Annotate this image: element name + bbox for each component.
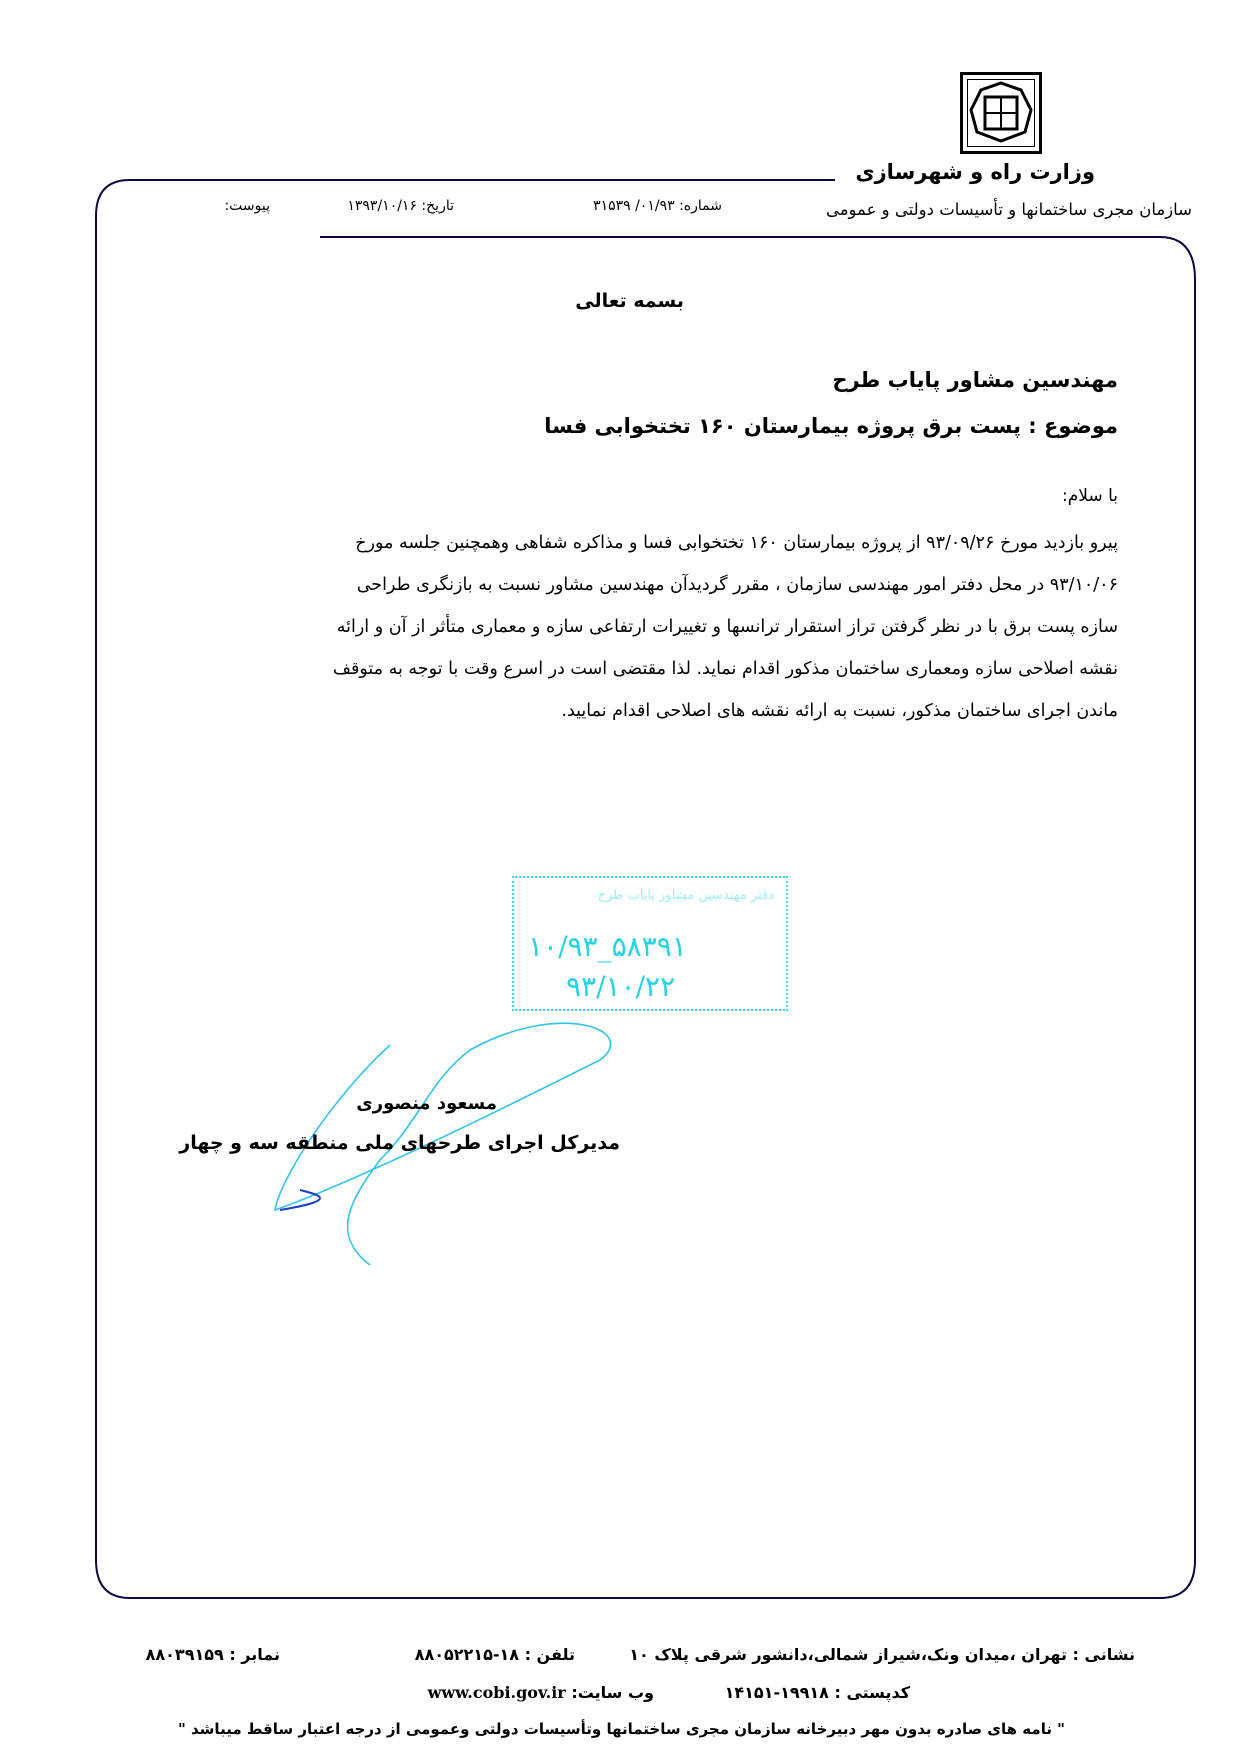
organization-name: سازمان مجری ساختمانها و تأسیسات دولتی و عمومی [825,200,1192,219]
invocation: بسمه تعالی [575,290,684,312]
recipient: مهندسین مشاور پایاب طرح [832,368,1118,392]
body-line: ۹۳/۱۰/۰۶ در محل دفتر امور مهندسی سازمان ، مقرر گردیدآن مهندسین مشاور نسبت به بازنگری طراحی [356,575,1118,595]
stamp-date: ۹۳/۱۰/۲۲ [566,970,676,1003]
footer-postal-code: کدپستی : ۱۹۹۱۸-۱۴۱۵۱ [724,1683,910,1702]
body-line: سازه پست برق با در نظر گرفتن تراز استقرار ترانسها و تغییرات ارتفاعی سازه و معماری متأثر از آن و ارائه [336,617,1118,637]
body-line: پیرو بازدید مورخ ۹۳/۰۹/۲۶ از پروژه بیمارستان ۱۶۰ تختخوابی فسا و مذاکره شفاهی وهمچنین جلسه مورخ [355,533,1118,553]
footer-fax: نمابر : ۸۸۰۳۹۱۵۹ [145,1645,280,1664]
letter-body [118,522,1118,732]
footer-address: نشانی : تهران ،میدان ونک،شیراز شمالی،دانشور شرقی پلاک ۱۰ [629,1645,1135,1664]
number-label: شماره: [679,198,722,214]
date-label: تاریخ: [421,198,454,214]
date-value: ۱۳۹۳/۱۰/۱۶ [347,198,417,214]
subject: موضوع : پست برق پروژه بیمارستان ۱۶۰ تختخوابی فسا [544,414,1118,438]
footer-disclaimer: " نامه های صادره بدون مهر دبیرخانه سازمان مجری ساختمانها وتأسیسات دولتی وعمومی از درجه اعتبار ساقط میباشد " [177,1720,1065,1738]
ministry-emblem-icon [960,72,1042,154]
stamp-header: دفتر مهندسین مشاور پایاب طرح [597,888,774,903]
signer-title: مدیرکل اجرای طرحهای ملی منطقه سه و چهار [179,1132,620,1154]
footer-website [428,1683,654,1702]
body-line: ماندن اجرای ساختمان مذکور، نسبت به ارائه نقشه های اصلاحی اقدام نمایید. [561,701,1118,721]
receipt-stamp [512,876,788,1011]
letter-date [347,198,454,214]
stamp-number: ۱۰/۹۳_۵۸۳۹۱ [528,930,687,963]
website-link[interactable]: www.cobi.gov.ir [427,1683,566,1702]
greeting: با سلام: [1062,486,1118,506]
letter-number [593,198,722,214]
signer-name: مسعود منصوری [356,1093,497,1114]
body-line: نقشه اصلاحی سازه ومعماری ساختمان مذکور اقدام نماید. لذا مقتضی است در اسرع وقت با توجه به متوقف [332,659,1118,679]
footer-phone: تلفن : ۱۸-۸۸۰۵۲۲۱۵ [414,1645,575,1664]
ministry-name: وزارت راه و شهرسازی [855,160,1095,184]
attachment-label: پیوست: [224,198,270,214]
website-label: وب سایت: [571,1683,654,1702]
number-value: ۰۱/۹۳/ ۳۱۵۳۹ [593,198,675,214]
